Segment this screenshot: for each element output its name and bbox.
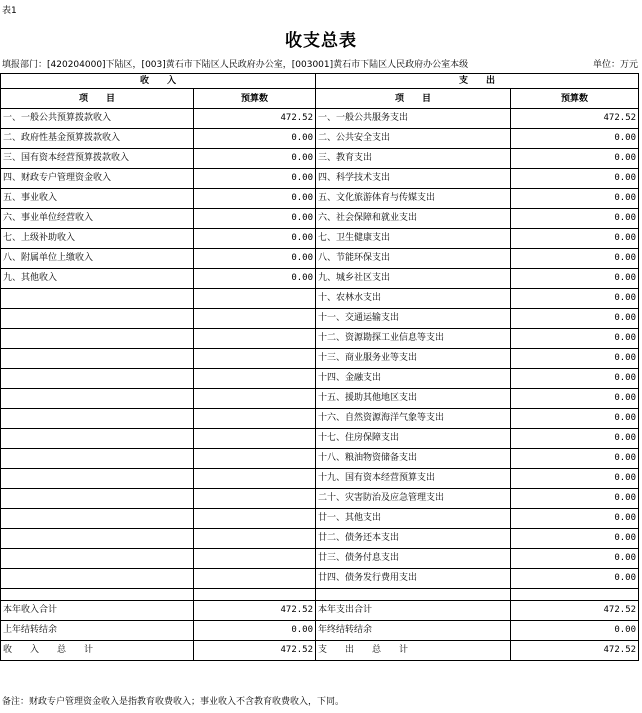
expense-value-cell: 0.00 — [511, 209, 639, 229]
table-row — [1, 109, 639, 129]
income-item-cell — [1, 549, 194, 569]
table-row — [1, 469, 639, 489]
income-value-cell — [194, 349, 316, 369]
expense-value-cell: 0.00 — [511, 289, 639, 309]
table-row — [1, 129, 639, 149]
income-value-cell — [194, 429, 316, 449]
expense-item-cell: 十、农林水支出 — [316, 289, 511, 309]
table-row — [1, 349, 639, 369]
income-item-cell — [1, 529, 194, 549]
total-expense-label: 支 出 总 计 — [316, 641, 511, 661]
total-row — [1, 641, 639, 661]
income-value-cell — [194, 469, 316, 489]
expense-value-cell: 0.00 — [511, 189, 639, 209]
income-item-cell — [1, 409, 194, 429]
expense-value-cell: 0.00 — [511, 249, 639, 269]
income-item-cell — [1, 569, 194, 589]
income-item-cell: 五、事业收入 — [1, 189, 194, 209]
expense-item-cell: 四、科学技术支出 — [316, 169, 511, 189]
footnote: 备注：财政专户管理资金收入是指教育收费收入；事业收入不含教育收费收入，下同。 — [2, 697, 345, 707]
table-row — [1, 389, 639, 409]
table-row — [1, 329, 639, 349]
table-row — [1, 249, 639, 269]
income-item-cell — [1, 369, 194, 389]
expense-value-cell: 0.00 — [511, 389, 639, 409]
total-income-value: 0.00 — [194, 621, 316, 641]
expense-header: 支 出 — [316, 74, 639, 89]
expense-item-cell: 十五、援助其他地区支出 — [316, 389, 511, 409]
total-income-value: 472.52 — [194, 601, 316, 621]
table-row — [1, 489, 639, 509]
expense-value-cell: 0.00 — [511, 429, 639, 449]
total-income-label: 本年收入合计 — [1, 601, 194, 621]
income-value-cell: 0.00 — [194, 169, 316, 189]
income-item-cell: 六、事业单位经营收入 — [1, 209, 194, 229]
expense-item-cell: 五、文化旅游体育与传媒支出 — [316, 189, 511, 209]
income-value-cell — [194, 389, 316, 409]
total-income-label: 上年结转结余 — [1, 621, 194, 641]
column-header-row — [1, 89, 639, 109]
income-item-cell — [1, 309, 194, 329]
expense-item-cell: 十二、资源勘探工业信息等支出 — [316, 329, 511, 349]
expense-value-cell: 0.00 — [511, 169, 639, 189]
expense-value-cell: 0.00 — [511, 349, 639, 369]
income-value-cell: 0.00 — [194, 249, 316, 269]
income-item-cell: 八、附属单位上缴收入 — [1, 249, 194, 269]
expense-item-cell: 七、卫生健康支出 — [316, 229, 511, 249]
income-value-cell: 0.00 — [194, 229, 316, 249]
income-item-cell: 七、上级补助收入 — [1, 229, 194, 249]
income-value-cell — [194, 509, 316, 529]
income-value-cell: 0.00 — [194, 189, 316, 209]
expense-item-cell: 廿三、债务付息支出 — [316, 549, 511, 569]
total-expense-value: 472.52 — [511, 641, 639, 661]
spacer-cell — [511, 589, 639, 601]
expense-value-cell: 0.00 — [511, 449, 639, 469]
table-row — [1, 449, 639, 469]
expense-value-cell: 0.00 — [511, 369, 639, 389]
expense-value-cell: 0.00 — [511, 329, 639, 349]
table-row — [1, 429, 639, 449]
income-value-cell — [194, 289, 316, 309]
department-info: 填报部门：[420204000]下陆区，[003]黄石市下陆区人民政府办公室，[003001]黄石市下陆区人民政府办公室本级 — [2, 60, 469, 70]
table-row — [1, 369, 639, 389]
expense-item-cell: 一、一般公共服务支出 — [316, 109, 511, 129]
expense-value-cell: 0.00 — [511, 129, 639, 149]
expense-item-cell: 九、城乡社区支出 — [316, 269, 511, 289]
total-expense-value: 0.00 — [511, 621, 639, 641]
total-expense-value: 472.52 — [511, 601, 639, 621]
expense-value-cell: 0.00 — [511, 269, 639, 289]
income-value-cell: 0.00 — [194, 149, 316, 169]
income-item-cell: 一、一般公共预算拨款收入 — [1, 109, 194, 129]
section-header-row — [1, 74, 639, 89]
expense-item-cell: 十八、粮油物资储备支出 — [316, 449, 511, 469]
spacer-cell — [194, 589, 316, 601]
table-row — [1, 309, 639, 329]
unit-label: 单位：万元 — [592, 60, 638, 70]
income-value-cell — [194, 309, 316, 329]
expense-value-cell: 0.00 — [511, 529, 639, 549]
spacer-row — [1, 589, 639, 601]
expense-item-cell: 十七、住房保障支出 — [316, 429, 511, 449]
page-title: 收支总表 — [285, 31, 357, 51]
expense-item-cell: 十三、商业服务业等支出 — [316, 349, 511, 369]
expense-budget-header: 预算数 — [511, 89, 639, 109]
income-value-cell: 0.00 — [194, 129, 316, 149]
table-row — [1, 529, 639, 549]
expense-item-cell: 廿四、债务发行费用支出 — [316, 569, 511, 589]
income-item-cell — [1, 489, 194, 509]
income-item-cell: 四、财政专户管理资金收入 — [1, 169, 194, 189]
expense-value-cell: 0.00 — [511, 229, 639, 249]
table-row — [1, 569, 639, 589]
income-item-cell — [1, 329, 194, 349]
income-item-cell — [1, 449, 194, 469]
total-income-value: 472.52 — [194, 641, 316, 661]
income-item-cell: 二、政府性基金预算拨款收入 — [1, 129, 194, 149]
income-value-cell — [194, 329, 316, 349]
income-item-cell — [1, 509, 194, 529]
income-value-cell — [194, 549, 316, 569]
income-item-cell — [1, 289, 194, 309]
expense-item-header: 项 目 — [316, 89, 511, 109]
expense-item-cell: 二、公共安全支出 — [316, 129, 511, 149]
expense-item-cell: 十一、交通运输支出 — [316, 309, 511, 329]
income-value-cell — [194, 489, 316, 509]
expense-value-cell: 0.00 — [511, 489, 639, 509]
expense-value-cell: 0.00 — [511, 509, 639, 529]
expense-value-cell: 0.00 — [511, 549, 639, 569]
total-expense-label: 本年支出合计 — [316, 601, 511, 621]
total-income-label: 收 入 总 计 — [1, 641, 194, 661]
income-value-cell: 472.52 — [194, 109, 316, 129]
income-item-cell — [1, 389, 194, 409]
expense-value-cell: 0.00 — [511, 469, 639, 489]
income-value-cell — [194, 569, 316, 589]
table-row — [1, 209, 639, 229]
total-row — [1, 601, 639, 621]
total-expense-label: 年终结转结余 — [316, 621, 511, 641]
expense-item-cell: 十四、金融支出 — [316, 369, 511, 389]
expense-item-cell: 三、教育支出 — [316, 149, 511, 169]
income-header: 收 入 — [1, 74, 316, 89]
expense-item-cell: 二十、灾害防治及应急管理支出 — [316, 489, 511, 509]
table-row — [1, 149, 639, 169]
sheet-label: 表1 — [2, 6, 17, 16]
income-value-cell — [194, 369, 316, 389]
income-value-cell — [194, 449, 316, 469]
expense-item-cell: 八、节能环保支出 — [316, 249, 511, 269]
income-value-cell — [194, 529, 316, 549]
expense-value-cell: 0.00 — [511, 569, 639, 589]
income-item-cell: 三、国有资本经营预算拨款收入 — [1, 149, 194, 169]
expense-item-cell: 廿一、其他支出 — [316, 509, 511, 529]
expense-value-cell: 0.00 — [511, 149, 639, 169]
income-item-cell — [1, 429, 194, 449]
table-row — [1, 189, 639, 209]
expense-value-cell: 0.00 — [511, 409, 639, 429]
table-row — [1, 269, 639, 289]
expense-value-cell: 0.00 — [511, 309, 639, 329]
income-budget-header: 预算数 — [194, 89, 316, 109]
table-row — [1, 549, 639, 569]
expense-item-cell: 十九、国有资本经营预算支出 — [316, 469, 511, 489]
income-value-cell: 0.00 — [194, 209, 316, 229]
income-item-cell — [1, 349, 194, 369]
table-row — [1, 169, 639, 189]
expense-item-cell: 十六、自然资源海洋气象等支出 — [316, 409, 511, 429]
table-row — [1, 409, 639, 429]
table-row — [1, 229, 639, 249]
income-value-cell — [194, 409, 316, 429]
expense-item-cell: 六、社会保障和就业支出 — [316, 209, 511, 229]
income-item-cell — [1, 469, 194, 489]
income-item-header: 项 目 — [1, 89, 194, 109]
total-row — [1, 621, 639, 641]
expense-value-cell: 472.52 — [511, 109, 639, 129]
spacer-cell — [1, 589, 194, 601]
table-row — [1, 289, 639, 309]
summary-table — [0, 73, 639, 661]
expense-item-cell: 廿二、债务还本支出 — [316, 529, 511, 549]
income-value-cell: 0.00 — [194, 269, 316, 289]
spacer-cell — [316, 589, 511, 601]
income-item-cell: 九、其他收入 — [1, 269, 194, 289]
table-row — [1, 509, 639, 529]
